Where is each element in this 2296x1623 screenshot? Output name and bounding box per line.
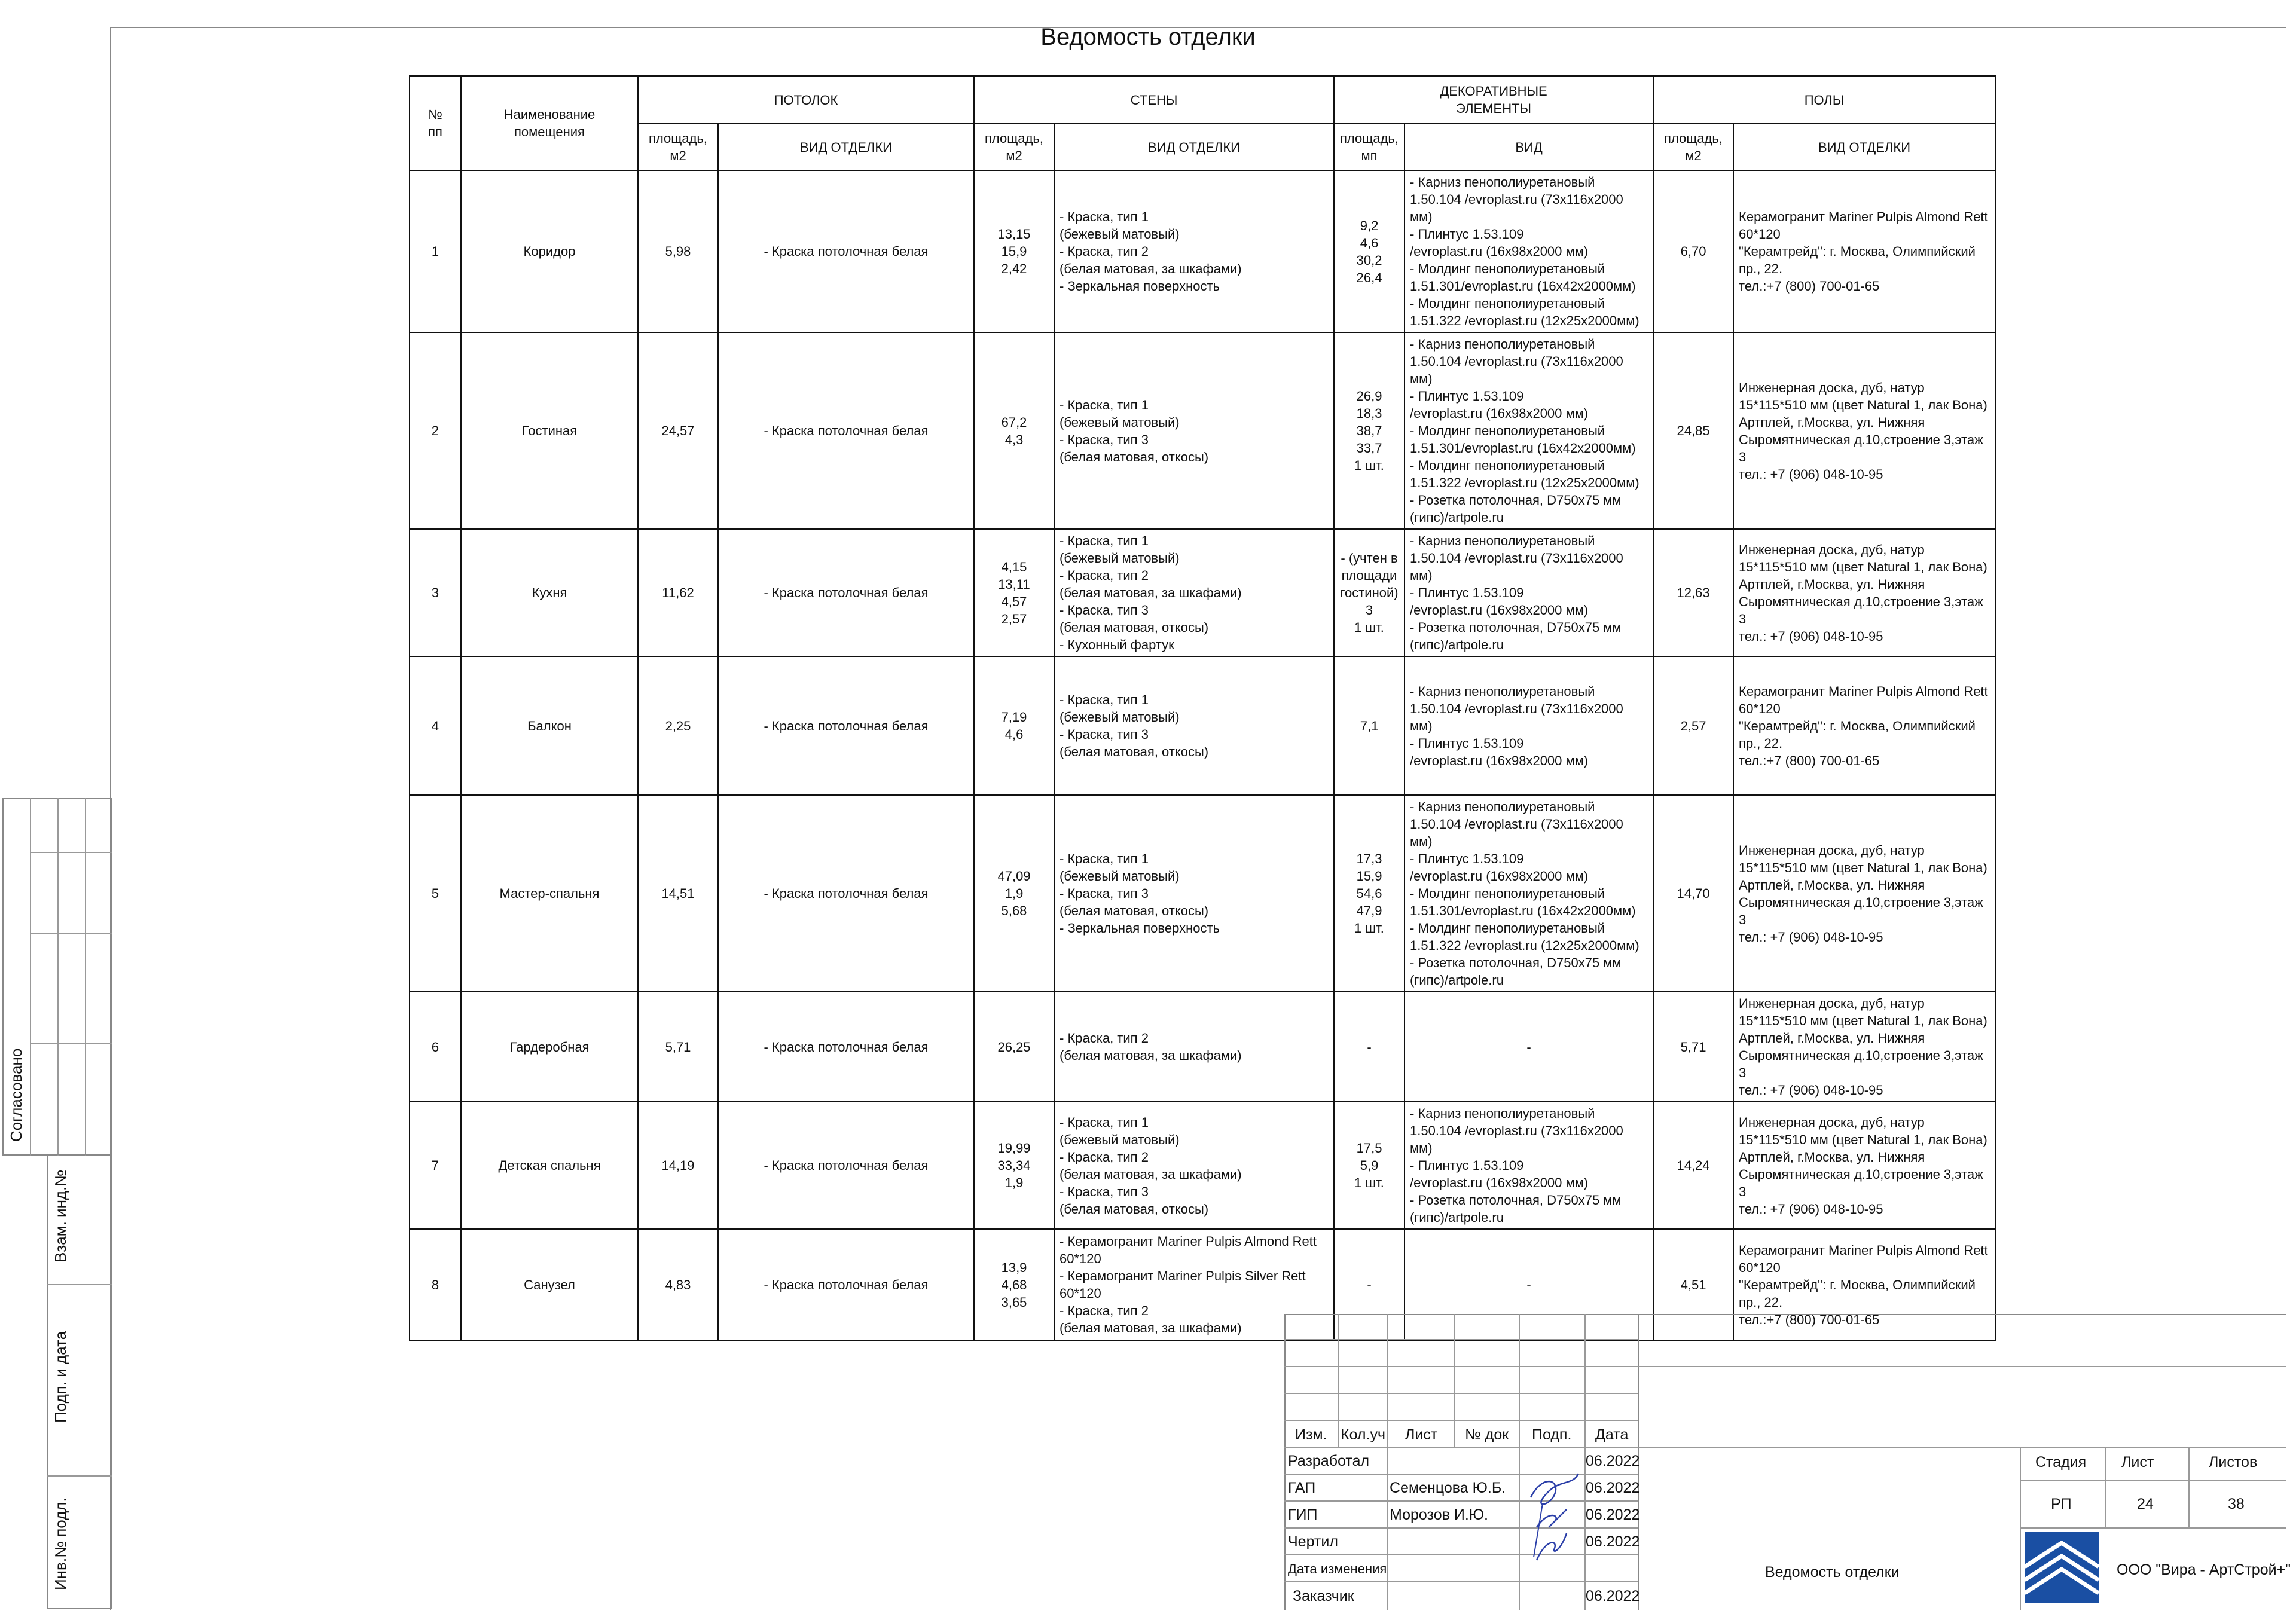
inv-label: Инв.№ подл. (51, 1497, 69, 1590)
walls-finish: - Краска, тип 1 (бежевый матовый) - Краска, тип 2 (белая матовая, за шкафами) - Краска, тип 3 (белая матовая, откосы) (1054, 1102, 1334, 1229)
tb-gip: ГИП (1288, 1506, 1318, 1523)
tb-date-2: 06.2022 (1586, 1480, 1640, 1496)
floor-finish: Керамогранит Mariner Pulpis Almond Rett 60*120 "Керамтрейд": г. Москва, Олимпийский пр., 22. тел.:+7 (800) 700-01-65 (1733, 170, 1995, 332)
tb-col-date: Дата (1595, 1426, 1629, 1443)
tb-date-4: 06.2022 (1586, 1533, 1640, 1550)
walls-area: 26,25 (974, 992, 1054, 1102)
walls-finish: - Краска, тип 1 (бежевый матовый) - Краска, тип 3 (белая матовая, откосы) - Зеркальная поверхность (1054, 795, 1334, 992)
floor-area: 14,24 (1653, 1102, 1733, 1229)
room-name: Детская спальня (461, 1102, 638, 1229)
tb-change-date: Дата изменения (1288, 1561, 1387, 1576)
walls-area: 13,15 15,9 2,42 (974, 170, 1054, 332)
table-row (410, 332, 1995, 529)
walls-finish: - Краска, тип 1 (бежевый матовый) - Краска, тип 2 (белая матовая, за шкафами) - Зеркальная поверхность (1054, 170, 1334, 332)
decor-length: 26,9 18,3 38,7 33,7 1 шт. (1334, 332, 1405, 529)
header-ceiling-type: ВИД ОТДЕЛКИ (718, 124, 974, 170)
header-decor: ДЕКОРАТИВНЫЕ ЭЛЕМЕНТЫ (1334, 76, 1653, 124)
room-name: Балкон (461, 656, 638, 795)
tb-gap-name: Семенцова Ю.Б. (1390, 1480, 1506, 1496)
floor-area: 4,51 (1653, 1229, 1733, 1340)
floor-finish: Инженерная доска, дуб, натур 15*115*510 мм (цвет Natural 1, лак Вона) Артплей, г.Москва, ул. Нижняя Сыромятническая д.10,строение 3,этаж 3 тел.: +7 (906) 048-10-95 (1733, 332, 1995, 529)
walls-finish: - Краска, тип 1 (бежевый матовый) - Краска, тип 3 (белая матовая, откосы) (1054, 656, 1334, 795)
decor-length: - (1334, 1229, 1405, 1340)
header-decor-area: площадь, мп (1334, 124, 1405, 170)
tb-sheets-header: Листов (2209, 1454, 2258, 1471)
room-name: Санузел (461, 1229, 638, 1340)
header-num: № пп (410, 76, 461, 170)
decor-type: - Карниз пенополиуретановый 1.50.104 /evroplast.ru (73x116x2000 мм) - Плинтус 1.53.109 /evroplast.ru (16x98x2000 мм) - Молдинг пенополиуретановый 1.51.301/evroplast.ru (16x42x2000мм) - Молдинг пенополиуретановый 1.51.322 /evroplast.ru (12x25x2000мм) - Розетка потолочная, D750x75 мм (гипс)/artpole.ru (1405, 332, 1653, 529)
ceiling-area: 5,98 (638, 170, 718, 332)
agreed-label: Согласовано (7, 1048, 25, 1142)
ceiling-area: 24,57 (638, 332, 718, 529)
header-ceiling: ПОТОЛОК (638, 76, 974, 124)
decor-length: - (1334, 992, 1405, 1102)
walls-area: 67,2 4,3 (974, 332, 1054, 529)
row-number: 8 (410, 1229, 461, 1340)
ceiling-area: 14,19 (638, 1102, 718, 1229)
finish-table (409, 75, 1996, 1341)
tb-developed: Разработал (1288, 1453, 1370, 1469)
walls-area: 47,09 1,9 5,68 (974, 795, 1054, 992)
decor-length: 17,5 5,9 1 шт. (1334, 1102, 1405, 1229)
header-walls-area: площадь, м2 (974, 124, 1054, 170)
row-number: 2 (410, 332, 461, 529)
podp-label: Подп. и дата (51, 1331, 69, 1423)
decor-type: - Карниз пенополиуретановый 1.50.104 /evroplast.ru (73x116x2000 мм) - Плинтус 1.53.109 /evroplast.ru (16x98x2000 мм) - Молдинг пенополиуретановый 1.51.301/evroplast.ru (16x42x2000мм) - Молдинг пенополиуретановый 1.51.322 /evroplast.ru (12x25x2000мм) (1405, 170, 1653, 332)
walls-finish: - Керамогранит Mariner Pulpis Almond Rett 60*120 - Керамогранит Mariner Pulpis Silver Rett 60*120 - Краска, тип 2 (белая матовая, за шкафами) (1054, 1229, 1334, 1340)
page-title: Ведомость отделки (1040, 24, 1256, 50)
ceiling-area: 14,51 (638, 795, 718, 992)
walls-finish: - Краска, тип 2 (белая матовая, за шкафами) (1054, 992, 1334, 1102)
decor-length: 7,1 (1334, 656, 1405, 795)
tb-col-kol: Кол.уч (1341, 1426, 1385, 1443)
table-row (410, 529, 1995, 656)
walls-finish: - Краска, тип 1 (бежевый матовый) - Краска, тип 3 (белая матовая, откосы) (1054, 332, 1334, 529)
room-name: Коридор (461, 170, 638, 332)
table-row (410, 992, 1995, 1102)
walls-area: 19,99 33,34 1,9 (974, 1102, 1054, 1229)
signature-icon (1519, 1462, 1590, 1563)
header-floors: ПОЛЫ (1653, 76, 1995, 124)
table-row (410, 1229, 1995, 1340)
tb-col-list: Лист (1405, 1426, 1438, 1443)
row-number: 3 (410, 529, 461, 656)
room-name: Мастер-спальня (461, 795, 638, 992)
header-floors-type: ВИД ОТДЕЛКИ (1733, 124, 1995, 170)
floor-finish: Керамогранит Mariner Pulpis Almond Rett 60*120 "Керамтрейд": г. Москва, Олимпийский пр., 22. тел.:+7 (800) 700-01-65 (1733, 1229, 1995, 1340)
tb-customer: Заказчик (1293, 1588, 1354, 1604)
room-name: Гардеробная (461, 992, 638, 1102)
ceiling-finish: - Краска потолочная белая (718, 170, 974, 332)
tb-company: ООО "Вира - АртСтрой+" (2117, 1561, 2291, 1578)
walls-area: 4,15 13,11 4,57 2,57 (974, 529, 1054, 656)
floor-finish: Инженерная доска, дуб, натур 15*115*510 мм (цвет Natural 1, лак Вона) Артплей, г.Москва, ул. Нижняя Сыромятническая д.10,строение 3,этаж 3 тел.: +7 (906) 048-10-95 (1733, 529, 1995, 656)
decor-type: - (1405, 1229, 1653, 1340)
company-logo-icon (2025, 1532, 2099, 1603)
floor-finish: Инженерная доска, дуб, натур 15*115*510 мм (цвет Natural 1, лак Вона) Артплей, г.Москва, ул. Нижняя Сыромятническая д.10,строение 3,этаж 3 тел.: +7 (906) 048-10-95 (1733, 992, 1995, 1102)
table-row (410, 656, 1995, 795)
ceiling-area: 11,62 (638, 529, 718, 656)
decor-type: - Карниз пенополиуретановый 1.50.104 /evroplast.ru (73x116x2000 мм) - Плинтус 1.53.109 /evroplast.ru (16x98x2000 мм) - Розетка потолочная, D750x75 мм (гипс)/artpole.ru (1405, 1102, 1653, 1229)
tb-sheets: 38 (2228, 1496, 2245, 1512)
header-walls-type: ВИД ОТДЕЛКИ (1054, 124, 1334, 170)
ceiling-area: 2,25 (638, 656, 718, 795)
walls-area: 7,19 4,6 (974, 656, 1054, 795)
decor-type: - (1405, 992, 1653, 1102)
tb-drawn: Чертил (1288, 1533, 1338, 1550)
tb-col-doc: № док (1465, 1426, 1509, 1443)
ceiling-finish: - Краска потолочная белая (718, 1229, 974, 1340)
tb-doc-title: Ведомость отделки (1765, 1564, 1900, 1581)
header-decor-type: ВИД (1405, 124, 1653, 170)
ceiling-finish: - Краска потолочная белая (718, 529, 974, 656)
tb-gip-name: Морозов И.Ю. (1390, 1506, 1488, 1523)
table-row (410, 170, 1995, 332)
floor-area: 12,63 (1653, 529, 1733, 656)
ceiling-area: 4,83 (638, 1229, 718, 1340)
tb-col-podp: Подп. (1532, 1426, 1572, 1443)
tb-stage-header: Стадия (2035, 1454, 2087, 1471)
header-room: Наименование помещения (461, 76, 638, 170)
ceiling-finish: - Краска потолочная белая (718, 795, 974, 992)
tb-gap: ГАП (1288, 1480, 1316, 1496)
row-number: 5 (410, 795, 461, 992)
decor-length: - (учтен в площади гостиной) 3 1 шт. (1334, 529, 1405, 656)
row-number: 6 (410, 992, 461, 1102)
table-row (410, 1102, 1995, 1229)
floor-finish: Инженерная доска, дуб, натур 15*115*510 мм (цвет Natural 1, лак Вона) Артплей, г.Москва, ул. Нижняя Сыромятническая д.10,строение 3,этаж 3 тел.: +7 (906) 048-10-95 (1733, 795, 1995, 992)
room-name: Кухня (461, 529, 638, 656)
floor-area: 24,85 (1653, 332, 1733, 529)
decor-length: 9,2 4,6 30,2 26,4 (1334, 170, 1405, 332)
floor-area: 2,57 (1653, 656, 1733, 795)
floor-area: 14,70 (1653, 795, 1733, 992)
tb-stage: РП (2051, 1496, 2072, 1512)
header-floors-area: площадь, м2 (1653, 124, 1733, 170)
row-number: 7 (410, 1102, 461, 1229)
tb-date-5: 06.2022 (1586, 1588, 1640, 1604)
header-ceiling-area: площадь, м2 (638, 124, 718, 170)
ceiling-finish: - Краска потолочная белая (718, 656, 974, 795)
header-walls: СТЕНЫ (974, 76, 1334, 124)
ceiling-finish: - Краска потолочная белая (718, 332, 974, 529)
ceiling-finish: - Краска потолочная белая (718, 1102, 974, 1229)
tb-date-1: 06.2022 (1586, 1453, 1640, 1469)
walls-finish: - Краска, тип 1 (бежевый матовый) - Краска, тип 2 (белая матовая, за шкафами) - Краска, тип 3 (белая матовая, откосы) - Кухонный фартук (1054, 529, 1334, 656)
table-row (410, 795, 1995, 992)
row-number: 4 (410, 656, 461, 795)
walls-area: 13,9 4,68 3,65 (974, 1229, 1054, 1340)
floor-finish: Керамогранит Mariner Pulpis Almond Rett 60*120 "Керамтрейд": г. Москва, Олимпийский пр., 22. тел.:+7 (800) 700-01-65 (1733, 656, 1995, 795)
room-name: Гостиная (461, 332, 638, 529)
floor-finish: Инженерная доска, дуб, натур 15*115*510 мм (цвет Natural 1, лак Вона) Артплей, г.Москва, ул. Нижняя Сыромятническая д.10,строение 3,этаж 3 тел.: +7 (906) 048-10-95 (1733, 1102, 1995, 1229)
row-number: 1 (410, 170, 461, 332)
decor-type: - Карниз пенополиуретановый 1.50.104 /evroplast.ru (73x116x2000 мм) - Плинтус 1.53.109 /evroplast.ru (16x98x2000 мм) - Молдинг пенополиуретановый 1.51.301/evroplast.ru (16x42x2000мм) - Молдинг пенополиуретановый 1.51.322 /evroplast.ru (12x25x2000мм) - Розетка потолочная, D750x75 мм (гипс)/artpole.ru (1405, 795, 1653, 992)
floor-area: 6,70 (1653, 170, 1733, 332)
decor-type: - Карниз пенополиуретановый 1.50.104 /evroplast.ru (73x116x2000 мм) - Плинтус 1.53.109 /evroplast.ru (16x98x2000 мм) (1405, 656, 1653, 795)
tb-date-3: 06.2022 (1586, 1506, 1640, 1523)
ceiling-area: 5,71 (638, 992, 718, 1102)
tb-sheet: 24 (2137, 1496, 2154, 1512)
vzam-label: Взам. инд.№ (51, 1169, 69, 1263)
tb-col-izm: Изм. (1295, 1426, 1327, 1443)
tb-sheet-header: Лист (2121, 1454, 2154, 1471)
decor-type: - Карниз пенополиуретановый 1.50.104 /evroplast.ru (73x116x2000 мм) - Плинтус 1.53.109 /evroplast.ru (16x98x2000 мм) - Розетка потолочная, D750x75 мм (гипс)/artpole.ru (1405, 529, 1653, 656)
ceiling-finish: - Краска потолочная белая (718, 992, 974, 1102)
floor-area: 5,71 (1653, 992, 1733, 1102)
decor-length: 17,3 15,9 54,6 47,9 1 шт. (1334, 795, 1405, 992)
